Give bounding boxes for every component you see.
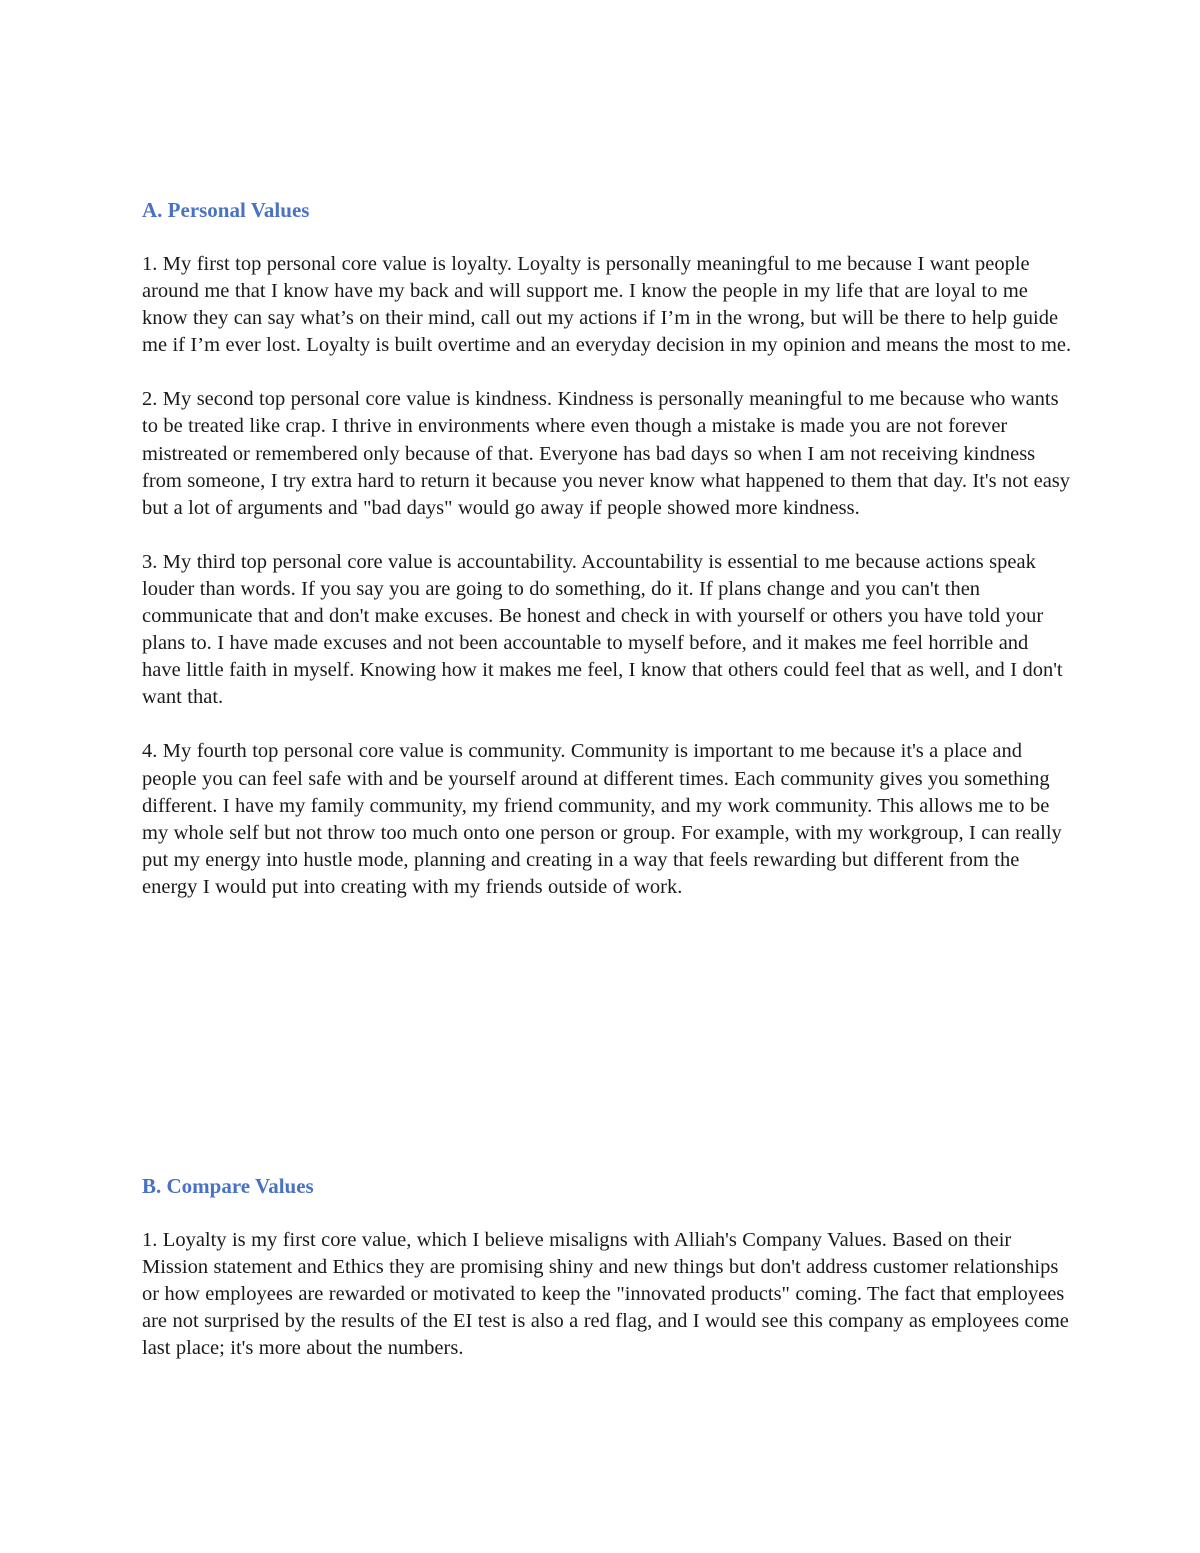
section-heading-compare-values: B. Compare Values bbox=[142, 1174, 314, 1198]
paragraph-community: 4. My fourth top personal core value is community. Community is important to me because it's a place and people you can feel safe with and be yourself around at different times. Each community gives you something different. I have my family community, my friend community, and my work community. This allows me to be my whole self but not throw too much onto one person or group. For example, with my workgroup, I can really put my energy into hustle mode, planning and creating in a way that feels rewarding but different from the energy I would put into creating with my friends outside of work. bbox=[142, 740, 1062, 898]
section-heading-personal-values: A. Personal Values bbox=[142, 198, 310, 222]
paragraph-accountability: 3. My third top personal core value is accountability. Accountability is essential to me because actions speak louder than words. If you say you are going to do something, do it. If plans change and you can't then communicate that and don't make excuses. Be honest and check in with yourself or others you have told your plans to. I have made excuses and not been accountable to myself before, and it makes me feel horrible and have little faith in myself. Knowing how it makes me feel, I know that others could feel that as well, and I don't want that. bbox=[142, 550, 1063, 709]
paragraph-loyalty: 1. My first top personal core value is loyalty. Loyalty is personally meaningful to me because I want people around me that I know have my back and will support me. I know the people in my life that are loyal to me know they can say what’s on their mind, call out my actions if I’m in the wrong, but will be there to help guide me if I’m ever lost. Loyalty is built overtime and an everyday decision in my opinion and means the most to me. bbox=[142, 253, 1072, 357]
paragraph-compare-loyalty: 1. Loyalty is my first core value, which I believe misaligns with Alliah's Company Values. Based on their Mission statement and Ethics they are promising shiny and new things but don't address customer relationships or how employees are rewarded or motivated to keep the "innovated products" coming. The fact that employees are not surprised by the results of the EI test is also a red flag, and I would see this company as employees come last place; it's more about the numbers. bbox=[142, 1229, 1069, 1360]
section-personal-values bbox=[142, 197, 1072, 928]
paragraph-kindness: 2. My second top personal core value is kindness. Kindness is personally meaningful to me because who wants to be treated like crap. I thrive in environments where even though a mistake is made you are not forever mistreated or remembered only because of that. Everyone has bad days so when I am not receiving kindness from someone, I try extra hard to return it because you never know what happened to them that day. It's not easy but a lot of arguments and "bad days" would go away if people showed more kindness. bbox=[142, 388, 1071, 519]
section-compare-values bbox=[142, 1173, 1072, 1389]
